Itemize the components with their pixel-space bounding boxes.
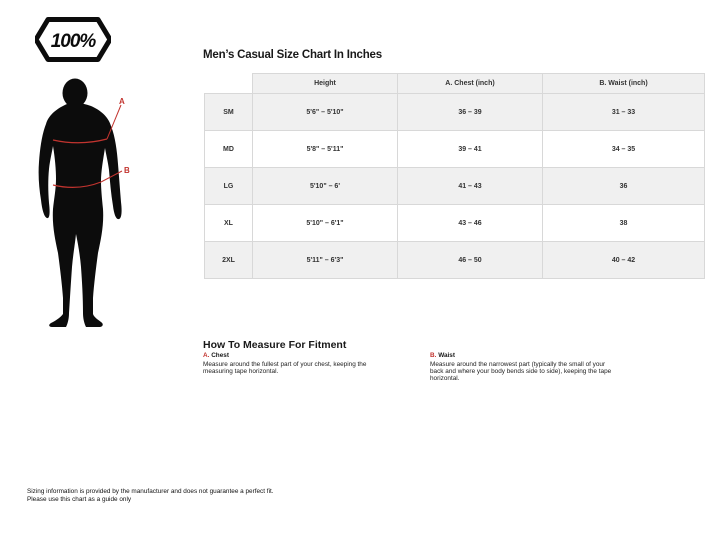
measure-chest-letter: A. — [203, 352, 210, 359]
waist-value: 40 – 42 — [543, 242, 705, 279]
size-row-sm — [205, 94, 705, 131]
measure-waist-description: Measure around the narrowest part (typically the small of your back and where your body bends side to side), keeping the tape horizontal. — [430, 360, 612, 382]
size-row-md — [205, 131, 705, 168]
height-value: 5'11" – 6'3" — [253, 242, 398, 279]
chest-value: 39 – 41 — [398, 131, 543, 168]
height-value: 5'10" – 6' — [253, 168, 398, 205]
silhouette-body — [39, 103, 122, 327]
measure-chest-label — [203, 352, 393, 359]
height-value: 5'6" – 5'10" — [253, 94, 398, 131]
male-silhouette-diagram — [30, 78, 170, 330]
measure-waist-block — [430, 352, 620, 382]
footer-disclaimer-line2: Please use this chart as a guide only — [27, 496, 132, 504]
measure-waist-name: Waist — [438, 352, 455, 359]
chest-value: 36 – 39 — [398, 94, 543, 131]
page-title: Men’s Casual Size Chart In Inches — [203, 49, 382, 61]
measure-waist-letter: B. — [430, 352, 437, 359]
size-label: LG — [205, 168, 253, 205]
footer-disclaimer — [27, 488, 274, 504]
chest-value: 43 – 46 — [398, 205, 543, 242]
chest-value: 41 – 43 — [398, 168, 543, 205]
measure-waist-label — [430, 352, 620, 359]
height-value: 5'8" – 5'11" — [253, 131, 398, 168]
size-row-xl — [205, 205, 705, 242]
chest-value: 46 – 50 — [398, 242, 543, 279]
diagram-label-b: B — [124, 166, 130, 175]
waist-value: 38 — [543, 205, 705, 242]
size-chart-header-row — [205, 74, 705, 94]
col-header-waist: B. Waist (inch) — [543, 74, 705, 94]
size-row-2xl — [205, 242, 705, 279]
brand-logo-text: 100% — [50, 31, 96, 52]
footer-disclaimer-line1: Sizing information is provided by the manufacturer and does not guarantee a perfect fit. — [27, 488, 274, 495]
size-chart-table — [204, 73, 705, 279]
size-label: XL — [205, 205, 253, 242]
diagram-label-a: A — [119, 97, 125, 106]
brand-logo-icon — [35, 17, 111, 62]
size-row-lg — [205, 168, 705, 205]
measure-chest-block — [203, 352, 393, 375]
size-label: SM — [205, 94, 253, 131]
col-header-chest: A. Chest (inch) — [398, 74, 543, 94]
waist-value: 31 – 33 — [543, 94, 705, 131]
size-label: 2XL — [205, 242, 253, 279]
col-header-height: Height — [253, 74, 398, 94]
measure-chest-name: Chest — [211, 352, 229, 359]
height-value: 5'10" – 6'1" — [253, 205, 398, 242]
waist-value: 34 – 35 — [543, 131, 705, 168]
male-silhouette — [39, 79, 122, 328]
measure-chest-description: Measure around the fullest part of your chest, keeping the measuring tape horizontal. — [203, 360, 367, 375]
waist-value: 36 — [543, 168, 705, 205]
measure-section-heading: How To Measure For Fitment — [203, 339, 347, 351]
col-header-blank — [205, 74, 253, 94]
size-label: MD — [205, 131, 253, 168]
